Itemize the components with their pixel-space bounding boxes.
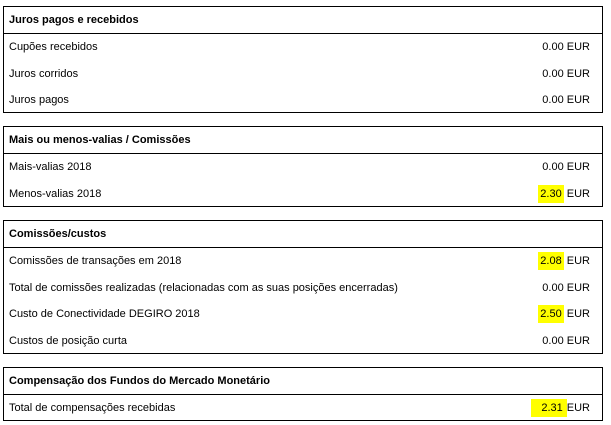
amount-highlighted: 2.30 xyxy=(538,185,563,203)
amount: 0.00 xyxy=(542,335,564,348)
row-value xyxy=(538,181,590,208)
row-label: Juros corridos xyxy=(9,67,79,80)
row-label: Juros pagos xyxy=(9,94,69,107)
table-row xyxy=(4,248,602,275)
currency: EUR xyxy=(566,402,590,414)
amount: 0.00 xyxy=(542,161,564,173)
currency: EUR xyxy=(566,94,590,107)
table-row xyxy=(4,34,602,61)
row-value xyxy=(531,395,590,422)
table-row xyxy=(4,328,602,355)
section-comissoes-custos xyxy=(3,220,603,354)
currency: EUR xyxy=(566,41,590,53)
amount: 0.00 xyxy=(542,41,564,53)
row-label: Total de comissões realizadas (relacionadas com as suas posições encerradas) xyxy=(9,281,398,294)
currency: EUR xyxy=(566,187,590,200)
section-title: Compensação dos Fundos do Mercado Monetário xyxy=(4,368,602,395)
row-value xyxy=(542,328,590,355)
row-label: Custos de posição curta xyxy=(9,335,128,348)
table-row xyxy=(4,61,602,88)
section-title: Mais ou menos-valias / Comissões xyxy=(4,127,602,154)
amount-highlighted: 2.08 xyxy=(538,252,563,270)
table-row xyxy=(4,395,602,422)
table-row xyxy=(4,154,602,181)
section-title: Juros pagos e recebidos xyxy=(4,7,602,34)
row-value xyxy=(542,61,590,88)
currency: EUR xyxy=(566,281,590,294)
table-row xyxy=(4,181,602,208)
section-mais-menos-valias xyxy=(3,126,603,207)
amount-highlighted: 2.31 xyxy=(531,399,566,417)
row-value xyxy=(538,301,590,328)
row-value xyxy=(542,275,590,302)
row-label: Menos-valias 2018 xyxy=(9,187,102,200)
row-value xyxy=(542,154,590,181)
section-juros xyxy=(3,6,603,113)
table-row xyxy=(4,275,602,302)
currency: EUR xyxy=(566,161,590,173)
currency: EUR xyxy=(566,335,590,348)
currency: EUR xyxy=(566,308,590,321)
row-label: Mais-valias 2018 xyxy=(9,161,92,173)
row-label: Custo de Conectividade DEGIRO 2018 xyxy=(9,308,200,321)
row-label: Total de compensações recebidas xyxy=(9,402,176,414)
amount-highlighted: 2.50 xyxy=(538,305,563,323)
amount: 0.00 xyxy=(542,67,564,80)
section-title: Comissões/custos xyxy=(4,221,602,248)
row-value xyxy=(542,34,590,61)
table-row xyxy=(4,301,602,328)
table-row xyxy=(4,87,602,114)
row-label: Cupões recebidos xyxy=(9,41,98,53)
section-compensacao-fundos xyxy=(3,367,603,421)
row-value xyxy=(542,87,590,114)
row-label: Comissões de transações em 2018 xyxy=(9,255,182,267)
amount: 0.00 xyxy=(542,94,564,107)
amount: 0.00 xyxy=(542,281,564,294)
currency: EUR xyxy=(566,255,590,267)
row-value xyxy=(538,248,590,275)
currency: EUR xyxy=(566,67,590,80)
